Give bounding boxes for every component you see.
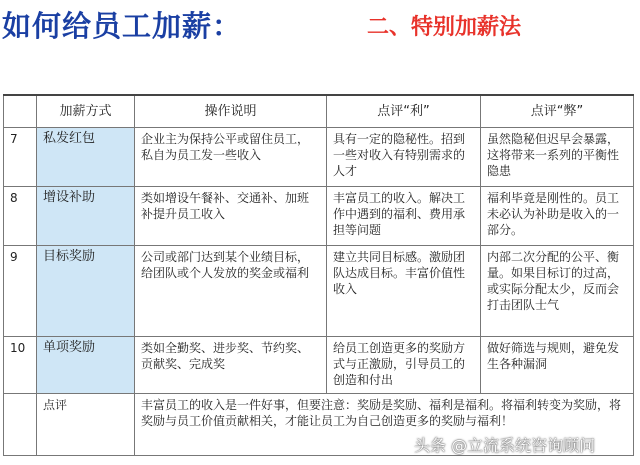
row-cons: 福利毕竟是刚性的。员工未必认为补助是收入的一部分。 — [481, 187, 634, 246]
table-row — [4, 187, 634, 246]
header-description: 操作说明 — [135, 95, 327, 128]
raise-methods-table — [3, 94, 634, 456]
row-description: 企业主为保持公平或留住员工，私自为员工发一些收入 — [135, 128, 327, 187]
page-title: 如何给员工加薪： — [2, 9, 243, 43]
row-number: 7 — [4, 128, 37, 187]
row-cons: 虽然隐秘但迟早会暴露，这将带来一系列的平衡性隐患 — [481, 128, 634, 187]
row-method: 增设补助 — [37, 187, 135, 246]
row-cons: 内部二次分配的公平、衡量。如果目标订的过高，或实际分配太少，反而会打击团队士气 — [481, 246, 634, 337]
summary-number-cell — [4, 394, 37, 456]
row-cons: 做好筛选与规则，避免发生各种漏洞 — [481, 337, 634, 394]
table-row — [4, 337, 634, 394]
page-subtitle: 二、特别加薪法 — [367, 15, 522, 40]
row-number: 8 — [4, 187, 37, 246]
summary-text: 丰富员工的收入是一件好事，但要注意：奖励是奖励、福利是福利。将福利转变为奖励，将奖励与员工价值贡献相关，才能让员工为自己创造更多的奖励与福利！ — [135, 394, 634, 456]
row-pros: 给员工创造更多的奖励方式与正激励，引导员工的创造和付出 — [327, 337, 481, 394]
summary-label: 点评 — [37, 394, 135, 456]
row-description: 类如增设午餐补、交通补、加班补提升员工收入 — [135, 187, 327, 246]
row-number: 9 — [4, 246, 37, 337]
table-row — [4, 128, 634, 187]
row-pros: 具有一定的隐秘性。招到一些对收入有特别需求的人才 — [327, 128, 481, 187]
header-cons: 点评“弊” — [481, 95, 634, 128]
row-pros: 丰富员工的收入。解决工作中遇到的福利、费用承担等问题 — [327, 187, 481, 246]
table-row — [4, 246, 634, 337]
row-method: 目标奖励 — [37, 246, 135, 337]
header-method: 加薪方式 — [37, 95, 135, 128]
row-description: 公司或部门达到某个业绩目标，给团队或个人发放的奖金或福利 — [135, 246, 327, 337]
row-method: 私发红包 — [37, 128, 135, 187]
row-number: 10 — [4, 337, 37, 394]
row-method: 单项奖励 — [37, 337, 135, 394]
row-pros: 建立共同目标感。激励团队达成目标。丰富价值性收入 — [327, 246, 481, 337]
header-pros: 点评“利” — [327, 95, 481, 128]
watermark: 头条 @立流系统咨询顾问 — [414, 436, 596, 455]
table-header-row — [4, 95, 634, 128]
header-number — [4, 95, 37, 128]
row-description: 类如全勤奖、进步奖、节约奖、贡献奖、完成奖 — [135, 337, 327, 394]
